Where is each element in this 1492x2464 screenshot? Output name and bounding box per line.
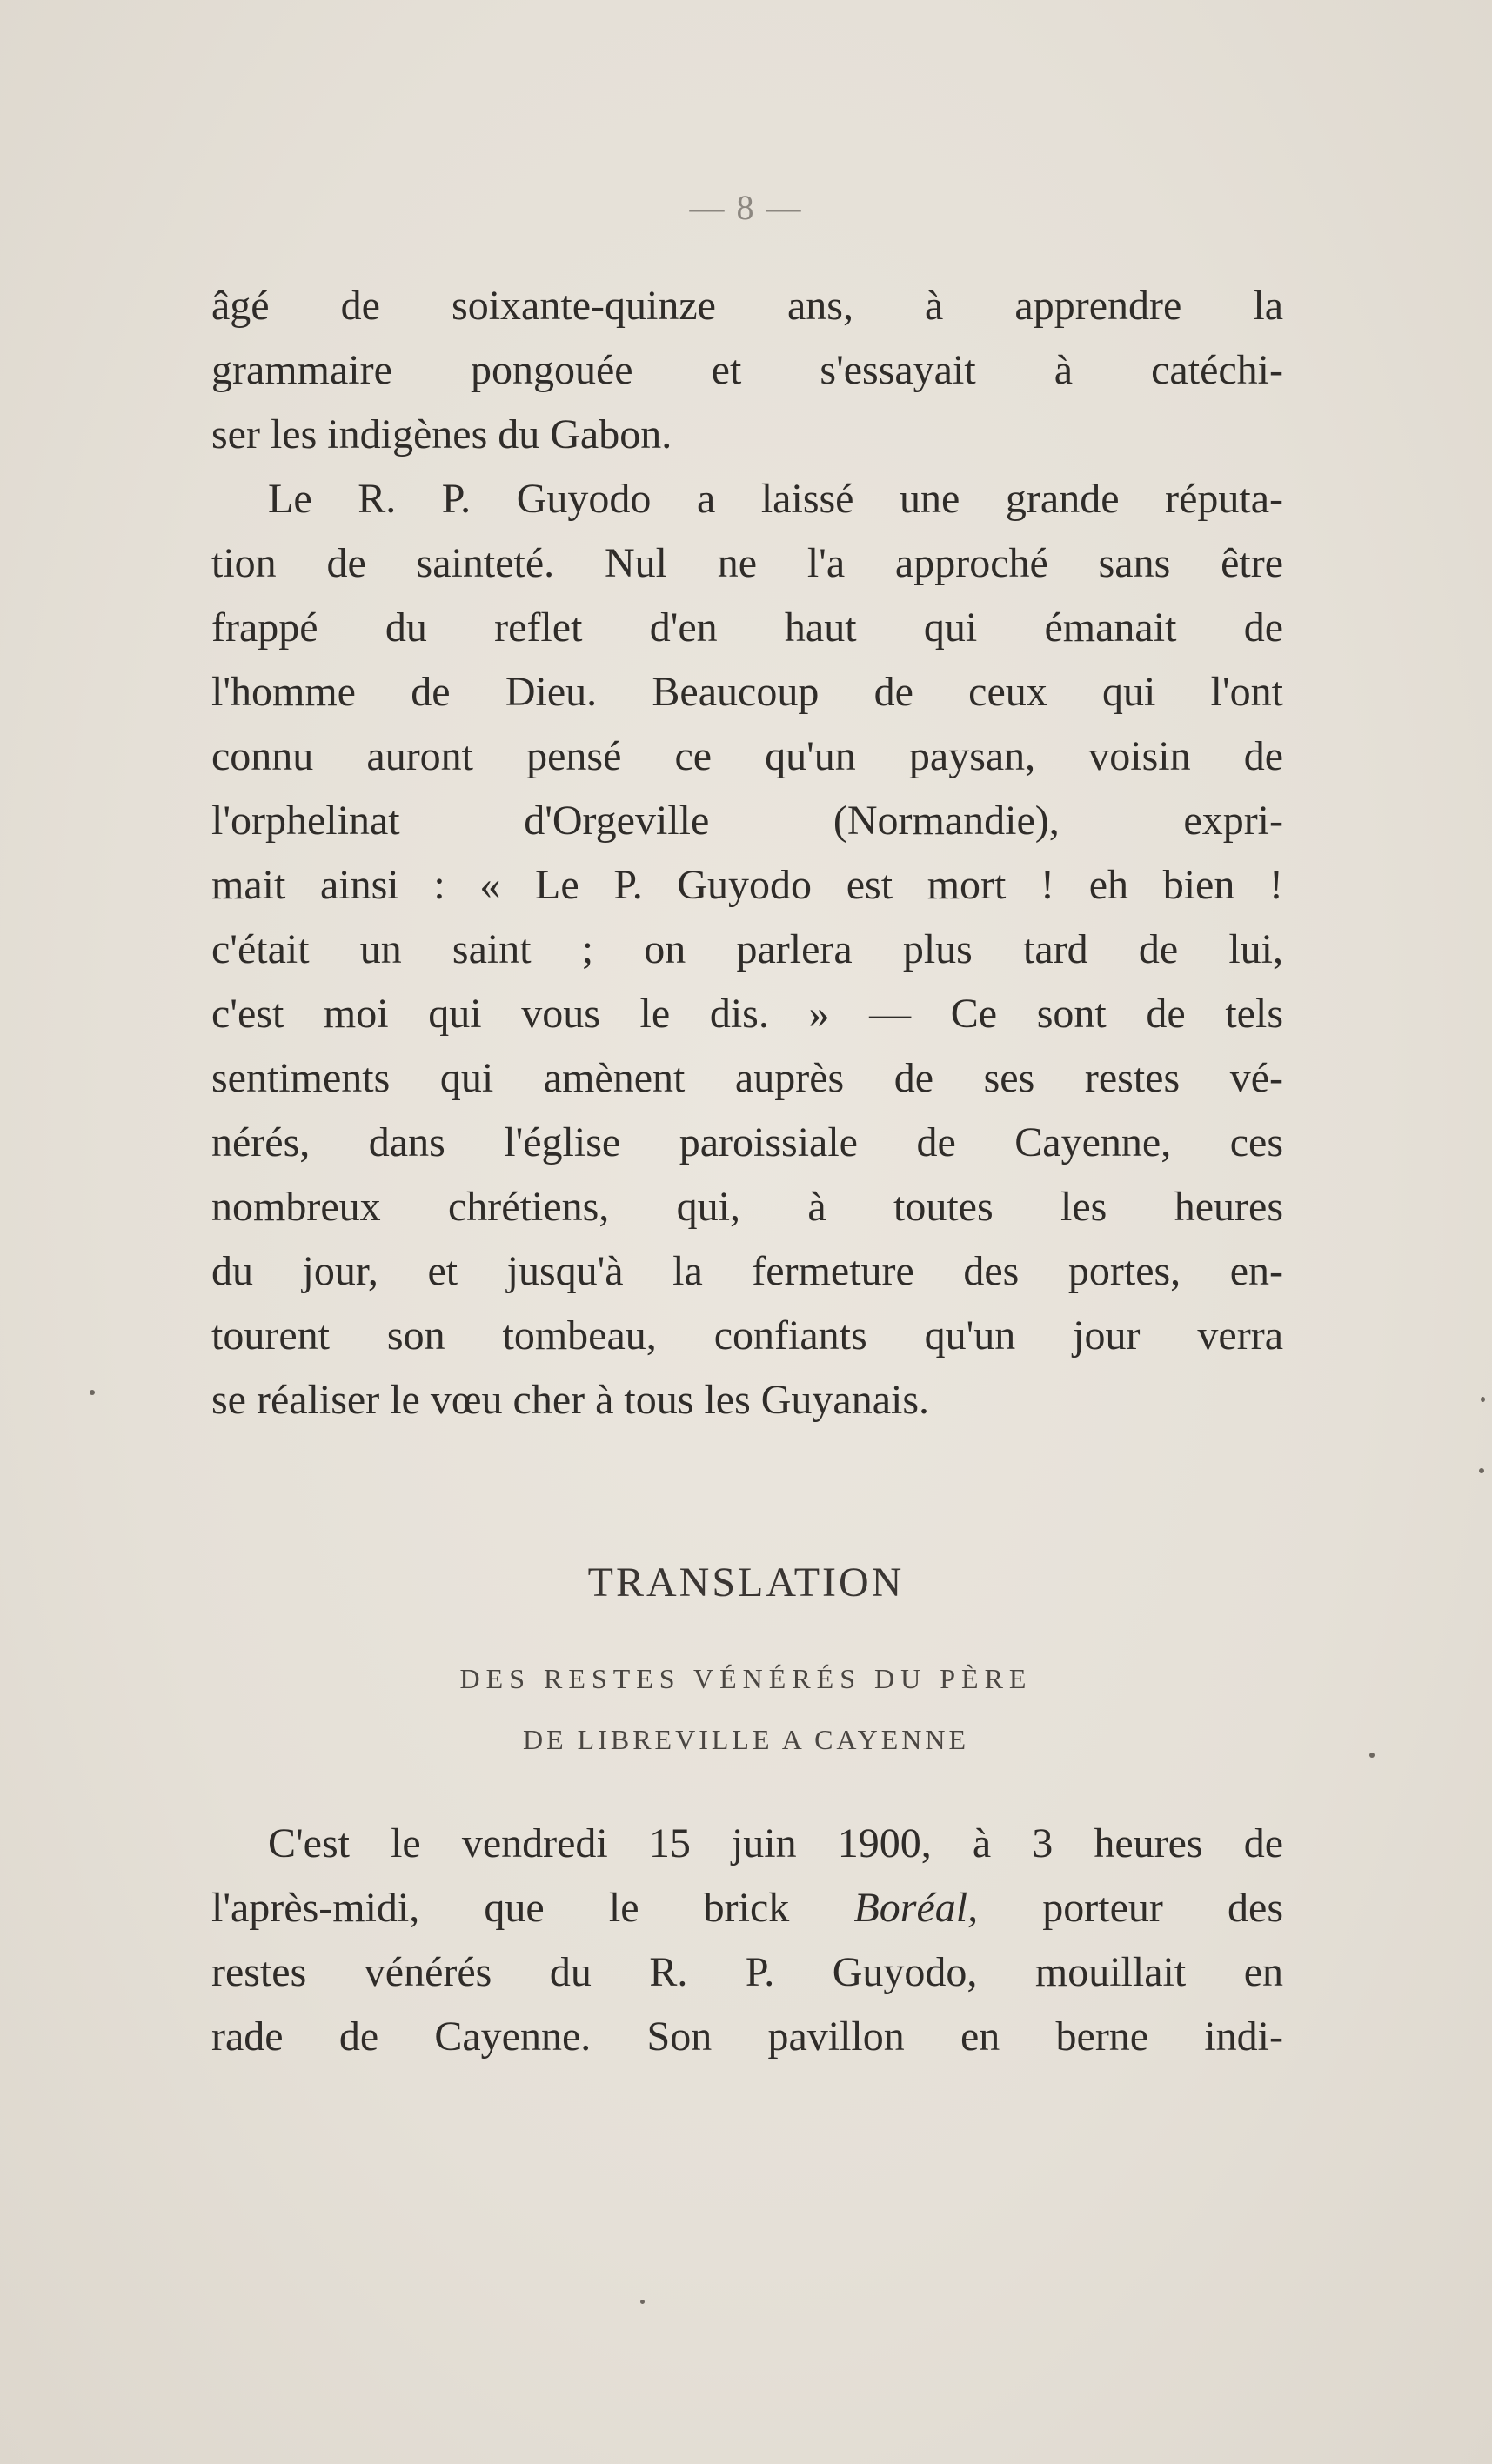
text-line: rade de Cayenne. Son pavillon en berne indi- <box>211 2013 1283 2060</box>
text-line: grammaire pongouée et s'essayait à catéchi- <box>211 347 1283 393</box>
paper-speck <box>640 2300 645 2304</box>
page-number: — 8 — <box>689 188 803 227</box>
text-segment: porteur des <box>978 1885 1283 1931</box>
section-subtitle: DES RESTES VÉNÉRÉS DU PÈRE <box>459 1663 1033 1694</box>
text-line: sentiments qui amènent auprès de ses restes vé- <box>211 1055 1283 1101</box>
text-line: du jour, et jusqu'à la fermeture des portes, en- <box>211 1248 1283 1294</box>
section-title: TRANSLATION <box>587 1559 905 1606</box>
text-line: ser les indigènes du Gabon. <box>211 411 672 457</box>
text-line: nombreux chrétiens, qui, à toutes les heures <box>211 1184 1283 1230</box>
paper-speck <box>1479 1468 1484 1473</box>
text-line: c'est moi qui vous le dis. » — Ce sont de tels <box>211 991 1283 1037</box>
text-line: C'est le vendredi 15 juin 1900, à 3 heures de <box>268 1820 1283 1866</box>
text-segment: l'après-midi, que le brick <box>211 1885 854 1931</box>
paper-speck <box>1481 1397 1485 1402</box>
text-line: c'était un saint ; on parlera plus tard de lui, <box>211 926 1283 972</box>
text-line: l'orphelinat d'Orgeville (Normandie), expri- <box>211 798 1283 844</box>
text-line: nérés, dans l'église paroissiale de Cayenne, ces <box>211 1119 1283 1165</box>
paper-speck <box>1369 1753 1375 1758</box>
text-line: âgé de soixante-quinze ans, à apprendre la <box>211 283 1283 329</box>
text-line: mait ainsi : « Le P. Guyodo est mort ! eh bien ! <box>211 862 1283 908</box>
ship-name: Boréal, <box>853 1885 979 1931</box>
text-line: se réaliser le vœu cher à tous les Guyanais. <box>211 1377 930 1423</box>
text-line <box>211 1882 1283 1934</box>
text-line: restes vénérés du R. P. Guyodo, mouillait en <box>211 1949 1283 1995</box>
section-subtitle: DE LIBREVILLE A CAYENNE <box>522 1724 969 1755</box>
paper-speck <box>90 1390 95 1395</box>
text-line: tion de sainteté. Nul ne l'a approché sans être <box>211 540 1283 586</box>
text-line: Le R. P. Guyodo a laissé une grande réputa- <box>268 476 1283 522</box>
text-line: l'homme de Dieu. Beaucoup de ceux qui l'ont <box>211 669 1283 715</box>
text-line: tourent son tombeau, confiants qu'un jour verra <box>211 1312 1283 1359</box>
text-line: frappé du reflet d'en haut qui émanait de <box>211 604 1283 651</box>
text-line: connu auront pensé ce qu'un paysan, voisin de <box>211 733 1283 779</box>
